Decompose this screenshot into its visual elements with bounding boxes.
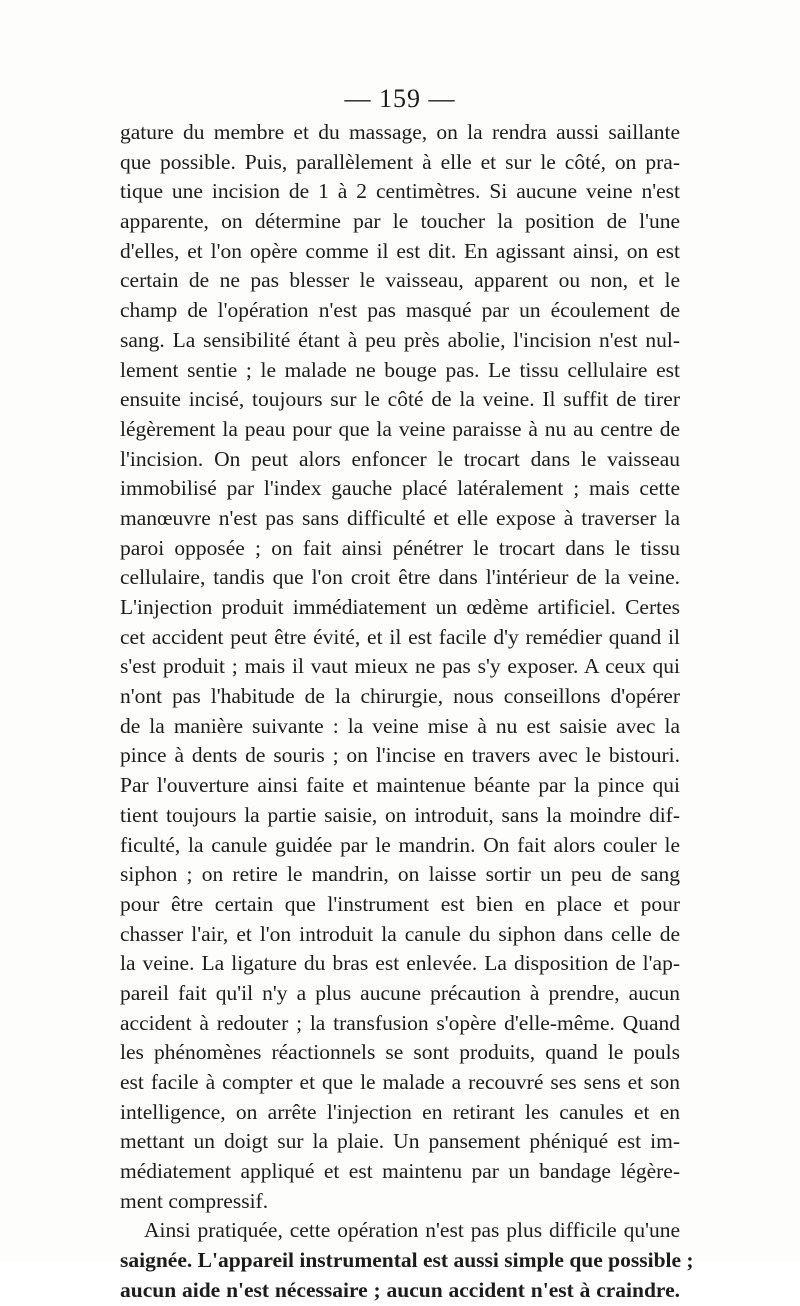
text-line: tique une incision de 1 à 2 centimètres. Si aucune veine n'est <box>120 179 680 204</box>
text-line: la veine. La ligature du bras est enlevée. La disposition de l'ap- <box>120 951 680 976</box>
text-line: ficulté, la canule guidée par le mandrin. On fait alors couler le <box>120 832 680 857</box>
text-line: pince à dents de souris ; on l'incise en travers avec le bistouri. <box>120 743 680 768</box>
text-line: médiatement appliqué et est maintenu par un bandage légère- <box>120 1159 680 1184</box>
text-line: l'incision. On peut alors enfoncer le trocart dans le vaisseau <box>120 446 680 471</box>
text-line: chasser l'air, et l'on introduit la canule du siphon dans celle de <box>120 921 680 946</box>
text-line: ment compressif. <box>120 1188 269 1213</box>
text-line: lement sentie ; le malade ne bouge pas. Le tissu cellulaire est <box>120 357 680 382</box>
text-line: immobilisé par l'index gauche placé latéralement ; mais cette <box>120 476 680 501</box>
text-line: n'ont pas l'habitude de la chirurgie, nous conseillons d'opérer <box>120 684 680 709</box>
text-line: saignée. L'appareil instrumental est aussi simple que possible ; <box>120 1248 694 1273</box>
text-line: intelligence, on arrête l'injection en retirant les canules et en <box>120 1099 680 1124</box>
text-line: cet accident peut être évité, et il est facile d'y remédier quand il <box>120 624 680 649</box>
text-line: d'elles, et l'on opère comme il est dit. En agissant ainsi, on est <box>120 238 680 263</box>
text-line: cellulaire, tandis que l'on croit être dans l'intérieur de la veine. <box>120 565 680 590</box>
text-line: aucun aide n'est nécessaire ; aucun accident n'est à craindre. <box>120 1277 680 1302</box>
paragraph-1 <box>120 118 680 1216</box>
text-line: siphon ; on retire le mandrin, on laisse sortir un peu de sang <box>120 862 680 887</box>
text-line: que possible. Puis, parallèlement à elle et sur le côté, on pra- <box>120 149 680 174</box>
text-line: légèrement la peau pour que la veine paraisse à nu au centre de <box>120 416 680 441</box>
text-line: champ de l'opération n'est pas masqué par un écoulement de <box>120 298 680 323</box>
text-line: tient toujours la partie saisie, on introduit, sans la moindre dif- <box>120 802 680 827</box>
text-line: pareil fait qu'il n'y a plus aucune précaution à prendre, aucun <box>120 980 680 1005</box>
text-line: gature du membre et du massage, on la rendra aussi saillante <box>120 120 680 144</box>
text-line: paroi opposée ; on fait ainsi pénétrer le trocart dans le tissu <box>120 535 680 560</box>
text-line: manœuvre n'est pas sans difficulté et elle expose à traverser la <box>120 505 680 530</box>
text-line: sang. La sensibilité étant à peu près abolie, l'incision n'est nul- <box>120 327 680 352</box>
text-line: mettant un doigt sur la plaie. Un pansement phéniqué est im- <box>120 1129 680 1154</box>
text-line: pour être certain que l'instrument est bien en place et pour <box>120 891 680 916</box>
body-text <box>120 118 694 1306</box>
text-line: certain de ne pas blesser le vaisseau, apparent ou non, et le <box>120 268 680 293</box>
page-number: — 159 — <box>344 84 456 113</box>
text-line: est facile à compter et que le malade a recouvré ses sens et son <box>120 1070 680 1094</box>
text-line: les phénomènes réactionnels se sont produits, quand le pouls <box>120 1040 680 1065</box>
text-line: accident à redouter ; la transfusion s'opère d'elle-même. Quand <box>120 1010 680 1035</box>
text-line: L'injection produit immédiatement un œdème artificiel. Certes <box>120 595 680 619</box>
text-line: Ainsi pratiquée, cette opération n'est pas plus difficile qu'une <box>144 1218 680 1243</box>
text-line: s'est produit ; mais il vaut mieux ne pas s'y exposer. A ceux qui <box>120 654 680 679</box>
text-line: apparente, on détermine par le toucher la position de l'une <box>120 209 680 234</box>
text-line: de la manière suivante : la veine mise à nu est saisie avec la <box>120 713 680 738</box>
text-line: ensuite incisé, toujours sur le côté de la veine. Il suffit de tirer <box>120 387 680 412</box>
paragraph-2 <box>120 1216 694 1305</box>
text-line: Par l'ouverture ainsi faite et maintenue béante par la pince qui <box>120 773 680 798</box>
